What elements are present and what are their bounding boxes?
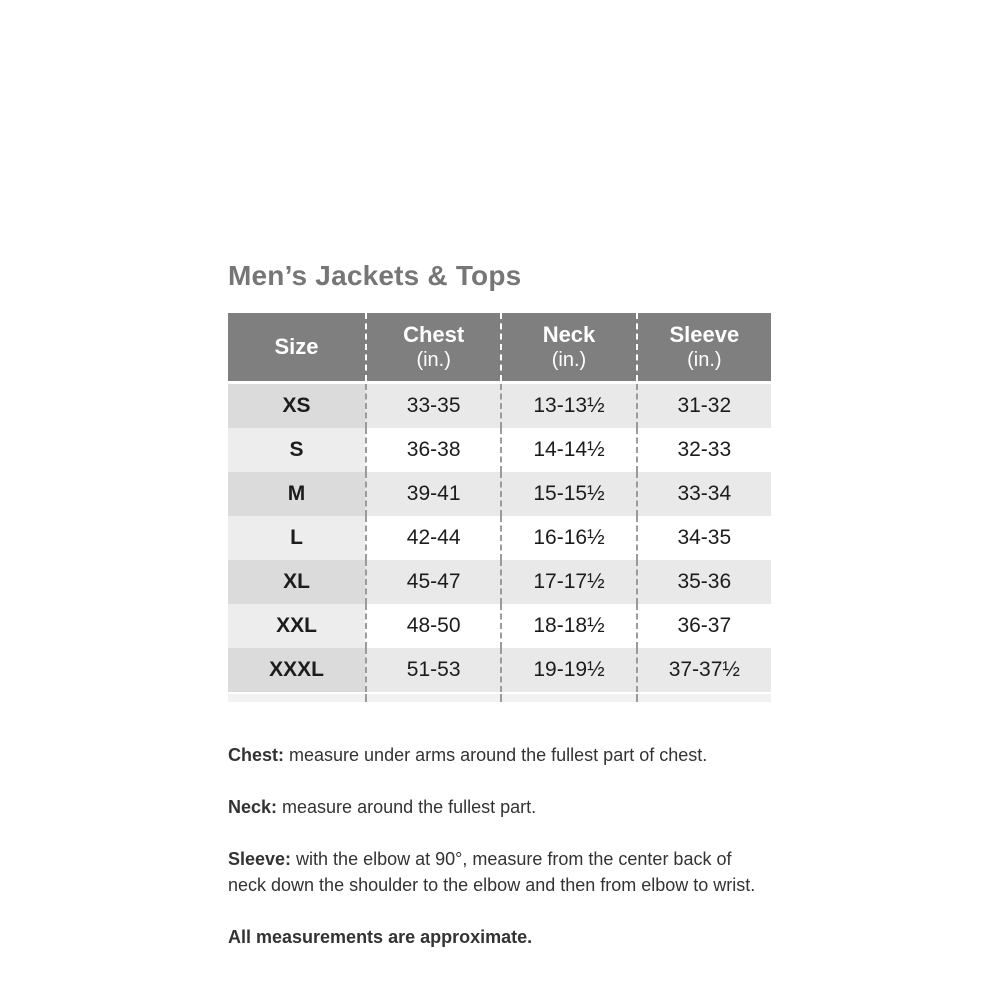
note-neck-text: measure around the fullest part.	[277, 797, 537, 817]
note-neck-lead: Neck:	[228, 797, 278, 817]
table-row	[228, 648, 771, 692]
header-cell-chest	[365, 313, 500, 381]
header-label: Size	[274, 334, 319, 359]
sleeve-cell: 34-35	[636, 516, 771, 560]
size-cell: L	[228, 516, 365, 560]
header-label: Neck	[542, 322, 596, 347]
chest-cell: 45-47	[365, 560, 500, 604]
sleeve-cell: 32-33	[636, 428, 771, 472]
header-label: Chest	[403, 322, 465, 347]
chest-cell: 39-41	[365, 472, 500, 516]
size-cell: S	[228, 428, 365, 472]
neck-cell: 19-19½	[500, 648, 635, 692]
size-cell: XXXL	[228, 648, 365, 692]
chest-cell: 51-53	[365, 648, 500, 692]
header-cell-size	[228, 313, 365, 381]
header-label: Sleeve	[669, 322, 740, 347]
size-cell: XS	[228, 384, 365, 428]
neck-cell: 15-15½	[500, 472, 635, 516]
sleeve-cell: 31-32	[636, 384, 771, 428]
header-unit: (in.)	[551, 349, 587, 371]
note-neck	[228, 794, 771, 820]
size-cell: XL	[228, 560, 365, 604]
table-row	[228, 516, 771, 560]
chest-cell: 48-50	[365, 604, 500, 648]
table-row	[228, 560, 771, 604]
size-cell: XXL	[228, 604, 365, 648]
chest-cell: 33-35	[365, 384, 500, 428]
note-sleeve	[228, 846, 771, 898]
note-chest-lead: Chest:	[228, 745, 285, 765]
header-cell-neck	[500, 313, 635, 381]
table-row	[228, 604, 771, 648]
size-cell: M	[228, 472, 365, 516]
table-row	[228, 384, 771, 428]
header-unit: (in.)	[416, 349, 451, 371]
note-sleeve-text: with the elbow at 90°, measure from the center back of neck down the shoulder to the elbow and then from elbow to wrist.	[228, 849, 756, 895]
sleeve-cell: 36-37	[636, 604, 771, 648]
approximate-note: All measurements are approximate.	[228, 927, 533, 947]
table-bottom-strip	[228, 694, 771, 702]
size-chart-table	[228, 313, 771, 702]
header-cell-sleeve	[636, 313, 771, 381]
header-unit: (in.)	[687, 349, 722, 371]
sleeve-cell: 35-36	[636, 560, 771, 604]
neck-cell: 17-17½	[500, 560, 635, 604]
note-chest-text: measure under arms around the fullest part of chest.	[284, 745, 708, 765]
sleeve-cell: 37-37½	[636, 648, 771, 692]
table-header-row	[228, 313, 771, 381]
sleeve-cell: 33-34	[636, 472, 771, 516]
note-sleeve-lead: Sleeve:	[228, 849, 292, 869]
neck-cell: 13-13½	[500, 384, 635, 428]
neck-cell: 18-18½	[500, 604, 635, 648]
table-row	[228, 428, 771, 472]
table-row	[228, 472, 771, 516]
neck-cell: 14-14½	[500, 428, 635, 472]
note-chest	[228, 742, 771, 768]
measurement-notes	[228, 742, 771, 950]
chest-cell: 42-44	[365, 516, 500, 560]
page-title: Men’s Jackets & Tops	[228, 260, 522, 291]
chest-cell: 36-38	[365, 428, 500, 472]
size-chart-content	[228, 260, 771, 950]
neck-cell: 16-16½	[500, 516, 635, 560]
